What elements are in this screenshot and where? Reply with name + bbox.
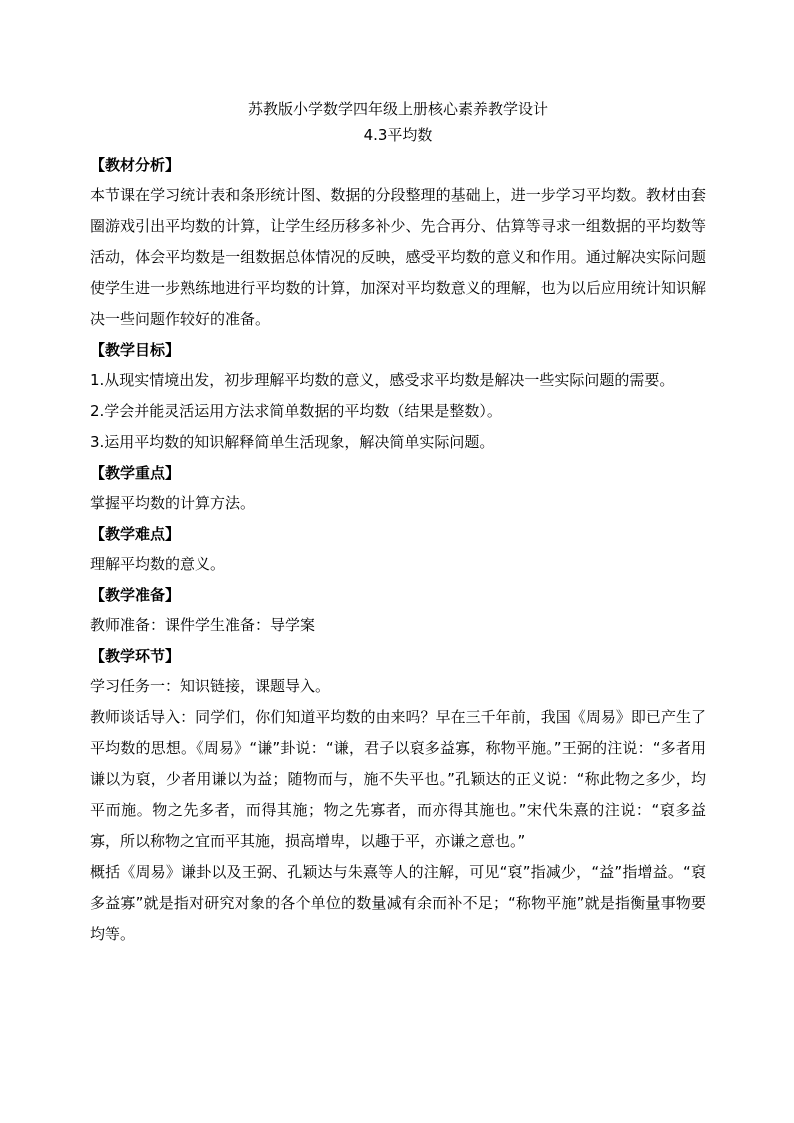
document-subtitle: 4.3平均数 — [363, 126, 433, 144]
document-page — [90, 96, 706, 950]
heading-keypoint: 【教学重点】 — [90, 464, 181, 482]
intro-paragraph: 教师谈话导入：同学们，你们知道平均数的由来吗？早在三千年前，我国《周易》即已产生了平均数的思想。《周易》“谦”卦说：“谦，君子以裒多益寡，称物平施。”王弼的注说：“多者用谦以为裒，少者用谦以为益；随物而与，施不失平也。”孔颖达的正义说：“称此物之多少，均平而施。物之先多者，而得其施；物之先寡者，而亦得其施也。”宋代朱熹的注说：“裒多益寡，所以称物之宜而平其施，损高增卑，以趣于平，亦谦之意也。” — [90, 708, 706, 850]
preparation-text: 教师准备：课件学生准备：导学案 — [90, 616, 316, 634]
heading-process: 【教学环节】 — [90, 647, 181, 665]
heading-preparation: 【教学准备】 — [90, 586, 181, 604]
analysis-text: 本节课在学习统计表和条形统计图、数据的分段整理的基础上，进一步学习平均数。教材由套圈游戏引出平均数的计算，让学生经历移多补少、先合再分、估算等寻求一组数据的平均数等活动，体会平均数是一组数据总体情况的反映，感受平均数的意义和作用。通过解决实际问题使学生进一步熟练地进行平均数的计算，加深对平均数意义的理解，也为以后应用统计知识解决一些问题作较好的准备。 — [90, 186, 706, 328]
difficulty-text: 理解平均数的意义。 — [90, 555, 226, 573]
task-line: 学习任务一：知识链接，课题导入。 — [90, 677, 331, 695]
goal-item: 1.从现实情境出发，初步理解平均数的意义，感受求平均数是解决一些实际问题的需要。 — [90, 371, 675, 389]
heading-analysis: 【教材分析】 — [90, 156, 181, 174]
heading-goals: 【教学目标】 — [90, 341, 181, 359]
heading-difficulty: 【教学难点】 — [90, 525, 181, 543]
summary-paragraph: 概括《周易》谦卦以及王弼、孔颖达与朱熹等人的注解，可见“裒”指减少，“益”指增益。“裒多益寡”就是指对研究对象的各个单位的数量减有余而补不足；“称物平施”就是指衡量事物要均等。 — [90, 863, 706, 943]
document-title: 苏教版小学数学四年级上册核心素养教学设计 — [247, 100, 548, 118]
keypoint-text: 掌握平均数的计算方法。 — [90, 494, 256, 512]
goal-item: 3.运用平均数的知识解释简单生活现象，解决简单实际问题。 — [90, 433, 495, 451]
goal-item: 2.学会并能灵活运用方法求简单数据的平均数（结果是整数）。 — [90, 402, 502, 420]
